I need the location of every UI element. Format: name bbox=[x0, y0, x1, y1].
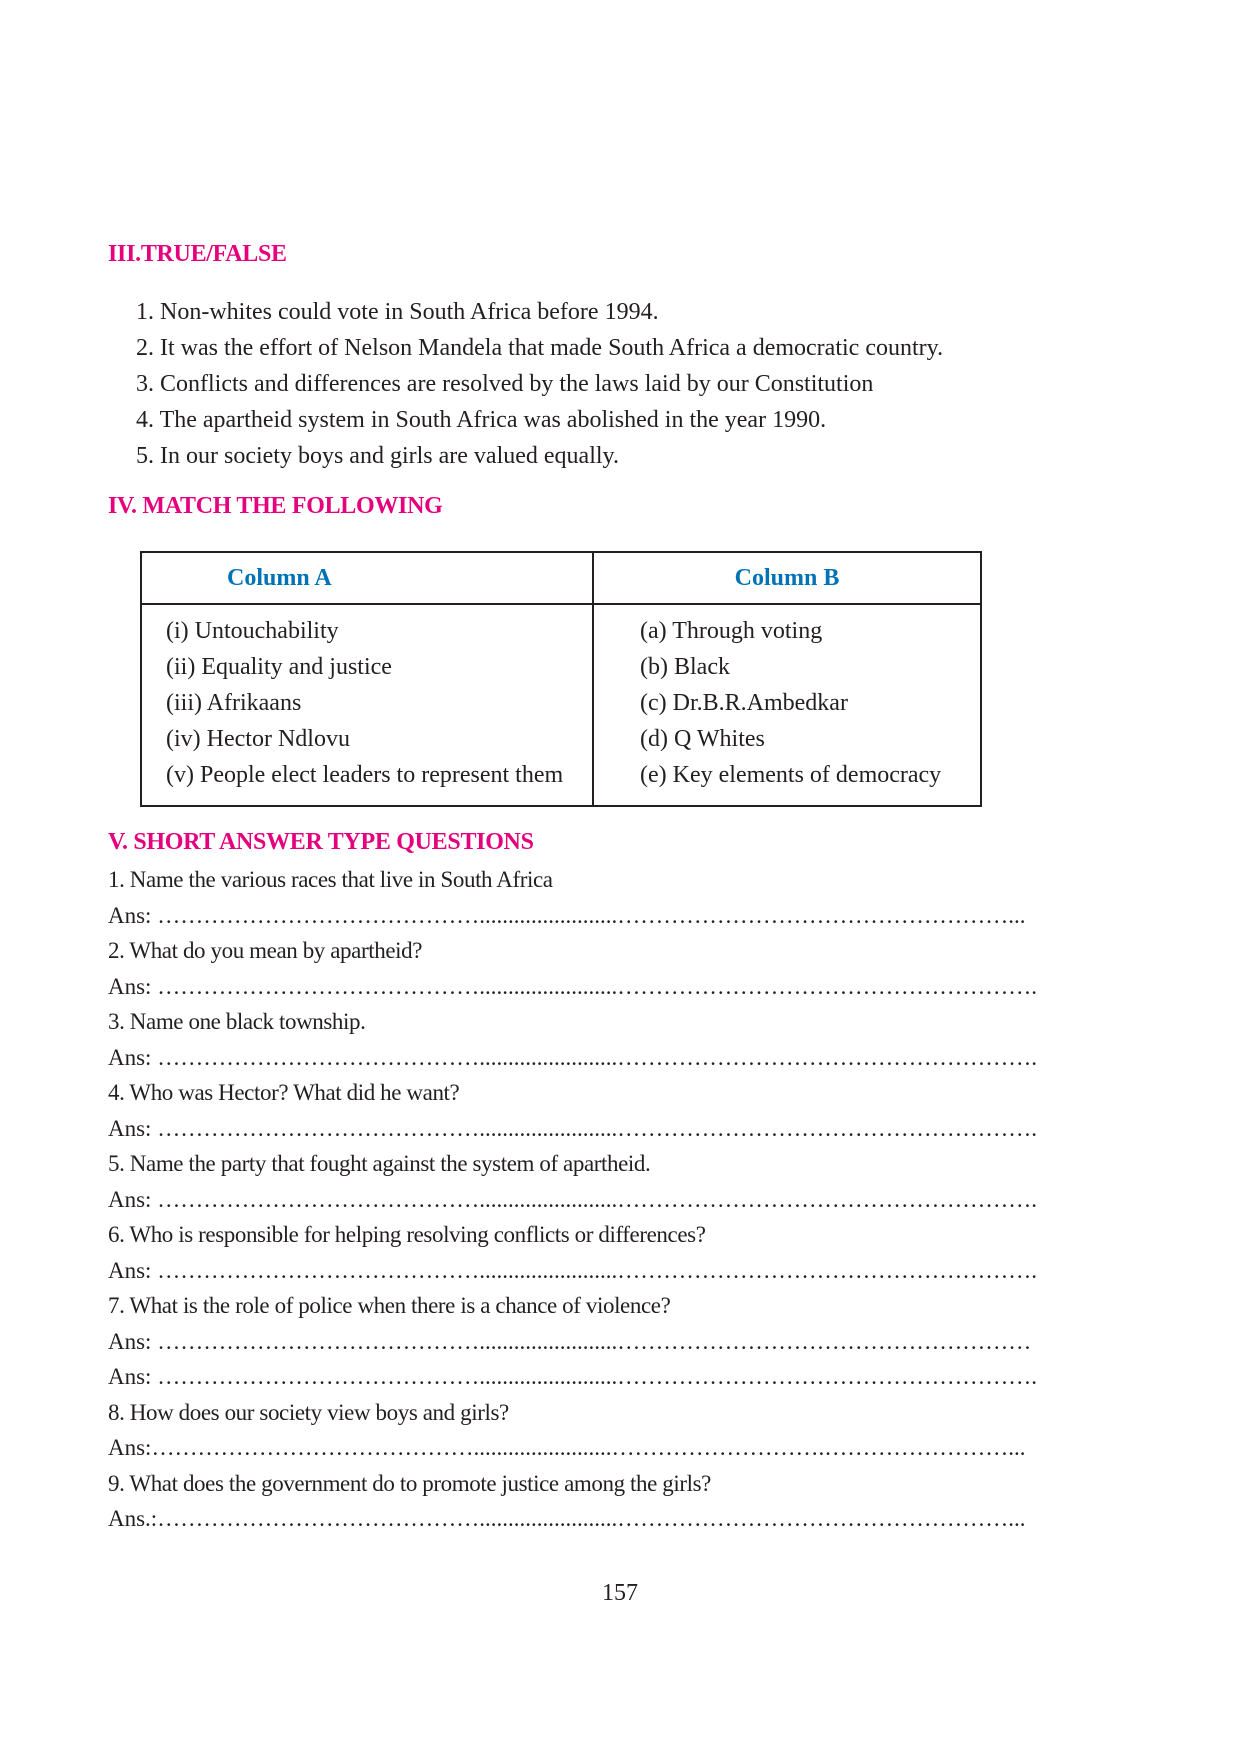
answer-line: Ans: ……………………………………........................………………………………………………. bbox=[108, 1115, 1037, 1141]
table-row: (a) Through voting bbox=[640, 618, 823, 644]
table-row: (c) Dr.B.R.Ambedkar bbox=[640, 690, 848, 716]
answer-line: Ans: ……………………………………........................………………………………………………. bbox=[108, 1364, 1037, 1389]
match-table bbox=[140, 551, 982, 807]
column-b-rows bbox=[640, 613, 941, 793]
table-row: (ii) Equality and justice bbox=[166, 654, 392, 680]
answer-line: Ans: ……………………………………........................……………………………………………… bbox=[108, 1328, 1032, 1354]
question-line: 3. Name one black township. bbox=[108, 1009, 366, 1034]
list-item: 5. In our society boys and girls are valued equally. bbox=[136, 443, 619, 469]
question-line: 5. Name the party that fought against the system of apartheid. bbox=[108, 1151, 651, 1176]
question-line: 2. What do you mean by apartheid? bbox=[108, 938, 423, 963]
list-item: 1. Non-whites could vote in South Africa before 1994. bbox=[136, 299, 659, 325]
question-line: 7. What is the role of police when there is a chance of violence? bbox=[108, 1293, 671, 1318]
column-a-header: Column A bbox=[142, 553, 592, 605]
question-line: 6. Who is responsible for helping resolving conflicts or differences? bbox=[108, 1222, 706, 1247]
table-row: (d) Q Whites bbox=[640, 726, 765, 752]
column-b bbox=[594, 553, 980, 805]
match-heading: IV. MATCH THE FOLLOWING bbox=[108, 493, 443, 519]
answer-line: Ans: ……………………………………........................……………………………………………... bbox=[108, 902, 1026, 928]
answer-line: Ans.:……………………………………........................……………………………………………... bbox=[108, 1506, 1026, 1531]
table-row: (iii) Afrikaans bbox=[166, 690, 302, 716]
table-row: (iv) Hector Ndlovu bbox=[166, 726, 350, 752]
list-item: 3. Conflicts and differences are resolved by the laws laid by our Constitution bbox=[136, 371, 874, 397]
answer-line: Ans: ……………………………………........................………………………………………………. bbox=[108, 1044, 1037, 1070]
table-row: (b) Black bbox=[640, 654, 730, 680]
short-answer-heading: V. SHORT ANSWER TYPE QUESTIONS bbox=[108, 829, 534, 855]
answer-line: Ans: ……………………………………........................………………………………………………. bbox=[108, 1257, 1037, 1283]
short-answer-block bbox=[108, 862, 1108, 1537]
true-false-list bbox=[136, 294, 943, 474]
question-line: 8. How does our society view boys and girls? bbox=[108, 1399, 509, 1425]
table-row: (i) Untouchability bbox=[166, 618, 339, 644]
answer-line: Ans:……………………………………........................……………………….……………………... bbox=[108, 1435, 1026, 1460]
question-line: 4. Who was Hector? What did he want? bbox=[108, 1080, 460, 1105]
answer-line: Ans: ……………………………………........................………………………………………………. bbox=[108, 973, 1037, 999]
column-a-rows bbox=[166, 613, 563, 793]
column-a bbox=[142, 553, 594, 805]
question-line: 1. Name the various races that live in South Africa bbox=[108, 867, 553, 892]
table-row: (e) Key elements of democracy bbox=[640, 762, 942, 788]
list-item: 4. The apartheid system in South Africa was abolished in the year 1990. bbox=[136, 407, 827, 433]
list-item: 2. It was the effort of Nelson Mandela that made South Africa a democratic country. bbox=[136, 335, 944, 361]
true-false-heading: III.TRUE/FALSE bbox=[108, 241, 287, 267]
table-row: (v) People elect leaders to represent them bbox=[166, 762, 564, 788]
column-b-header: Column B bbox=[594, 553, 980, 605]
page-number: 157 bbox=[602, 1580, 638, 1606]
question-line: 9. What does the government do to promote justice among the girls? bbox=[108, 1470, 711, 1496]
answer-line: Ans: ……………………………………........................………………………………………………. bbox=[108, 1186, 1037, 1212]
